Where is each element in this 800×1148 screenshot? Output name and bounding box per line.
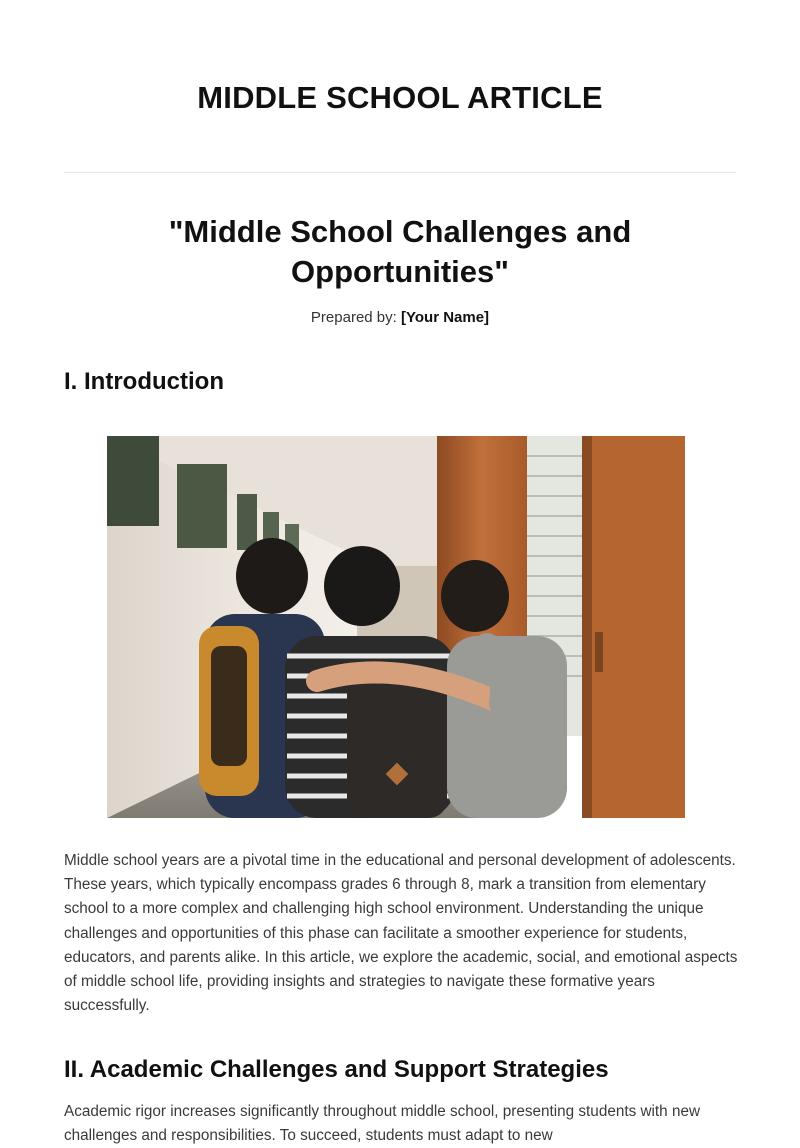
photo-illustration xyxy=(107,436,685,818)
prepared-by-name: [Your Name] xyxy=(400,309,490,326)
document-title: MIDDLE SCHOOL ARTICLE xyxy=(197,80,603,115)
prepared-by-label: Prepared by: xyxy=(310,309,397,326)
section-heading-introduction: I. Introduction xyxy=(64,368,224,395)
header-divider xyxy=(64,172,736,173)
introduction-paragraph: Middle school years are a pivotal time in the educational and personal development of adolescents. These years, which typically encompass grades 6 through 8, mark a transition from elementary school to a more complex and challenging high school environment. Understanding the unique challenges and opportunities of this phase can facilitate a smoother experience for students, educators, and parents alike. In this article, we explore the academic, social, and emotional aspects of middle school life, providing insights and strategies to navigate these formative years successfully. xyxy=(64,852,738,1015)
academic-paragraph: Academic rigor increases significantly throughout middle school, presenting students with new challenges and responsibilities. To succeed, students must adapt to new xyxy=(64,1103,701,1145)
prepared-by-line xyxy=(0,309,800,326)
article-title: "Middle School Challenges and Opportunities" xyxy=(168,214,632,289)
section-heading-academic: II. Academic Challenges and Support Strategies xyxy=(64,1056,609,1083)
hallway-students-photo xyxy=(107,436,685,818)
